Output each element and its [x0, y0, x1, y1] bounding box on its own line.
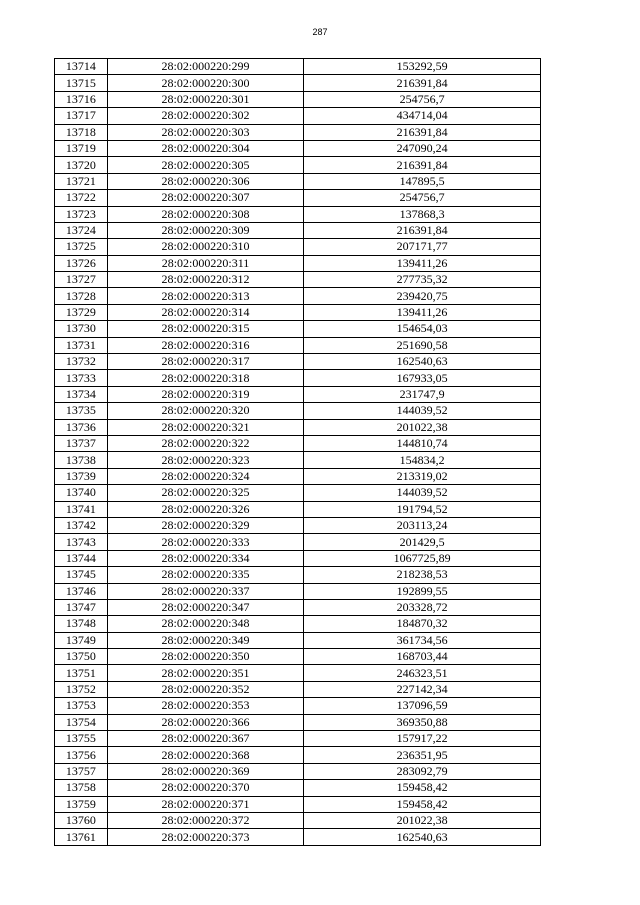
cadastral-value-cell: 247090,24	[304, 140, 541, 156]
table-row	[55, 272, 541, 288]
table-row	[55, 468, 541, 484]
row-number-cell: 13748	[55, 616, 108, 632]
table-row	[55, 501, 541, 517]
row-number-cell: 13761	[55, 829, 108, 845]
cadastral-value-cell: 184870,32	[304, 616, 541, 632]
cadastral-number-cell: 28:02:000220:308	[107, 206, 303, 222]
row-number-cell: 13745	[55, 567, 108, 583]
row-number-cell: 13753	[55, 698, 108, 714]
table-row	[55, 91, 541, 107]
cadastral-value-cell: 251690,58	[304, 337, 541, 353]
cadastral-number-cell: 28:02:000220:368	[107, 747, 303, 763]
row-number-cell: 13758	[55, 780, 108, 796]
cadastral-number-cell: 28:02:000220:324	[107, 468, 303, 484]
table-row	[55, 812, 541, 828]
table-row	[55, 354, 541, 370]
cadastral-value-cell: 144039,52	[304, 403, 541, 419]
cadastral-value-cell: 283092,79	[304, 763, 541, 779]
row-number-cell: 13756	[55, 747, 108, 763]
table-row	[55, 534, 541, 550]
table-row	[55, 583, 541, 599]
cadastral-number-cell: 28:02:000220:353	[107, 698, 303, 714]
cadastral-value-cell: 162540,63	[304, 829, 541, 845]
cadastral-value-cell: 203113,24	[304, 517, 541, 533]
cadastral-number-cell: 28:02:000220:323	[107, 452, 303, 468]
table-row	[55, 337, 541, 353]
cadastral-number-cell: 28:02:000220:307	[107, 190, 303, 206]
cadastral-value-cell: 1067725,89	[304, 550, 541, 566]
cadastral-value-cell: 207171,77	[304, 239, 541, 255]
cadastral-value-cell: 137096,59	[304, 698, 541, 714]
table-row	[55, 403, 541, 419]
cadastral-number-cell: 28:02:000220:302	[107, 108, 303, 124]
row-number-cell: 13725	[55, 239, 108, 255]
row-number-cell: 13731	[55, 337, 108, 353]
table-row	[55, 419, 541, 435]
cadastral-number-cell: 28:02:000220:309	[107, 222, 303, 238]
row-number-cell: 13729	[55, 304, 108, 320]
row-number-cell: 13723	[55, 206, 108, 222]
cadastral-value-cell: 162540,63	[304, 354, 541, 370]
table-row	[55, 190, 541, 206]
cadastral-number-cell: 28:02:000220:317	[107, 354, 303, 370]
cadastral-value-cell: 144810,74	[304, 435, 541, 451]
table-row	[55, 370, 541, 386]
cadastral-value-cell: 277735,32	[304, 272, 541, 288]
cadastral-number-cell: 28:02:000220:350	[107, 649, 303, 665]
cadastral-value-cell: 139411,26	[304, 255, 541, 271]
page-number: 287	[312, 27, 328, 37]
table-row	[55, 681, 541, 697]
cadastral-number-cell: 28:02:000220:337	[107, 583, 303, 599]
cadastral-value-cell: 153292,59	[304, 59, 541, 75]
row-number-cell: 13750	[55, 649, 108, 665]
table-row	[55, 829, 541, 845]
cadastral-number-cell: 28:02:000220:322	[107, 435, 303, 451]
cadastral-value-cell: 168703,44	[304, 649, 541, 665]
cadastral-value-cell: 218238,53	[304, 567, 541, 583]
cadastral-value-cell: 231747,9	[304, 386, 541, 402]
table-row	[55, 780, 541, 796]
cadastral-value-cell: 254756,7	[304, 190, 541, 206]
row-number-cell: 13717	[55, 108, 108, 124]
table-row	[55, 435, 541, 451]
cadastral-number-cell: 28:02:000220:300	[107, 75, 303, 91]
row-number-cell: 13732	[55, 354, 108, 370]
table-row	[55, 796, 541, 812]
table-row	[55, 288, 541, 304]
row-number-cell: 13734	[55, 386, 108, 402]
cadastral-number-cell: 28:02:000220:320	[107, 403, 303, 419]
table-row	[55, 698, 541, 714]
table-row	[55, 567, 541, 583]
row-number-cell: 13726	[55, 255, 108, 271]
cadastral-value-cell: 254756,7	[304, 91, 541, 107]
cadastral-number-cell: 28:02:000220:371	[107, 796, 303, 812]
cadastral-value-cell: 246323,51	[304, 665, 541, 681]
cadastral-value-cell: 191794,52	[304, 501, 541, 517]
cadastral-number-cell: 28:02:000220:373	[107, 829, 303, 845]
cadastral-number-cell: 28:02:000220:304	[107, 140, 303, 156]
cadastral-value-cell: 167933,05	[304, 370, 541, 386]
row-number-cell: 13715	[55, 75, 108, 91]
table-row	[55, 386, 541, 402]
table-row	[55, 665, 541, 681]
row-number-cell: 13746	[55, 583, 108, 599]
cadastral-value-cell: 137868,3	[304, 206, 541, 222]
cadastral-value-cell: 159458,42	[304, 780, 541, 796]
table-row	[55, 239, 541, 255]
table-row	[55, 59, 541, 75]
cadastral-value-cell: 361734,56	[304, 632, 541, 648]
row-number-cell: 13757	[55, 763, 108, 779]
cadastral-value-cell: 434714,04	[304, 108, 541, 124]
row-number-cell: 13728	[55, 288, 108, 304]
cadastral-value-cell: 201429,5	[304, 534, 541, 550]
cadastral-number-cell: 28:02:000220:333	[107, 534, 303, 550]
cadastral-number-cell: 28:02:000220:312	[107, 272, 303, 288]
cadastral-number-cell: 28:02:000220:311	[107, 255, 303, 271]
table-row	[55, 255, 541, 271]
cadastral-number-cell: 28:02:000220:367	[107, 731, 303, 747]
table-row	[55, 321, 541, 337]
table-row	[55, 550, 541, 566]
table-row	[55, 616, 541, 632]
cadastral-number-cell: 28:02:000220:352	[107, 681, 303, 697]
cadastral-number-cell: 28:02:000220:326	[107, 501, 303, 517]
table-row	[55, 517, 541, 533]
cadastral-value-cell: 159458,42	[304, 796, 541, 812]
row-number-cell: 13719	[55, 140, 108, 156]
row-number-cell: 13736	[55, 419, 108, 435]
row-number-cell: 13737	[55, 435, 108, 451]
row-number-cell: 13754	[55, 714, 108, 730]
cadastral-value-cell: 147895,5	[304, 173, 541, 189]
table-row	[55, 222, 541, 238]
table-row	[55, 173, 541, 189]
row-number-cell: 13742	[55, 517, 108, 533]
row-number-cell: 13744	[55, 550, 108, 566]
row-number-cell: 13714	[55, 59, 108, 75]
cadastral-value-cell: 216391,84	[304, 222, 541, 238]
table-row	[55, 157, 541, 173]
cadastral-number-cell: 28:02:000220:370	[107, 780, 303, 796]
row-number-cell: 13720	[55, 157, 108, 173]
table-row	[55, 108, 541, 124]
cadastral-number-cell: 28:02:000220:348	[107, 616, 303, 632]
cadastral-value-cell: 154654,03	[304, 321, 541, 337]
table-row	[55, 452, 541, 468]
cadastral-value-cell: 216391,84	[304, 124, 541, 140]
row-number-cell: 13747	[55, 599, 108, 615]
cadastral-value-cell: 227142,34	[304, 681, 541, 697]
row-number-cell: 13759	[55, 796, 108, 812]
cadastral-value-cell: 369350,88	[304, 714, 541, 730]
table-row	[55, 731, 541, 747]
cadastral-number-cell: 28:02:000220:313	[107, 288, 303, 304]
row-number-cell: 13730	[55, 321, 108, 337]
cadastral-value-cell: 201022,38	[304, 812, 541, 828]
cadastral-value-cell: 192899,55	[304, 583, 541, 599]
cadastral-value-cell: 201022,38	[304, 419, 541, 435]
cadastral-value-cell: 157917,22	[304, 731, 541, 747]
row-number-cell: 13751	[55, 665, 108, 681]
table-row	[55, 714, 541, 730]
row-number-cell: 13739	[55, 468, 108, 484]
table-row	[55, 140, 541, 156]
cadastral-number-cell: 28:02:000220:347	[107, 599, 303, 615]
cadastral-value-cell: 216391,84	[304, 75, 541, 91]
row-number-cell: 13740	[55, 485, 108, 501]
cadastral-number-cell: 28:02:000220:334	[107, 550, 303, 566]
cadastral-number-cell: 28:02:000220:299	[107, 59, 303, 75]
table-row	[55, 747, 541, 763]
row-number-cell: 13755	[55, 731, 108, 747]
row-number-cell: 13724	[55, 222, 108, 238]
cadastral-number-cell: 28:02:000220:315	[107, 321, 303, 337]
cadastral-number-cell: 28:02:000220:316	[107, 337, 303, 353]
row-number-cell: 13752	[55, 681, 108, 697]
cadastral-number-cell: 28:02:000220:335	[107, 567, 303, 583]
cadastral-value-cell: 236351,95	[304, 747, 541, 763]
row-number-cell: 13741	[55, 501, 108, 517]
cadastral-value-table	[54, 58, 541, 846]
cadastral-number-cell: 28:02:000220:369	[107, 763, 303, 779]
table-row	[55, 599, 541, 615]
row-number-cell: 13735	[55, 403, 108, 419]
row-number-cell: 13733	[55, 370, 108, 386]
cadastral-number-cell: 28:02:000220:366	[107, 714, 303, 730]
cadastral-number-cell: 28:02:000220:301	[107, 91, 303, 107]
cadastral-number-cell: 28:02:000220:306	[107, 173, 303, 189]
cadastral-number-cell: 28:02:000220:314	[107, 304, 303, 320]
cadastral-value-cell: 144039,52	[304, 485, 541, 501]
table-row	[55, 124, 541, 140]
cadastral-number-cell: 28:02:000220:329	[107, 517, 303, 533]
row-number-cell: 13738	[55, 452, 108, 468]
table-row	[55, 763, 541, 779]
cadastral-number-cell: 28:02:000220:325	[107, 485, 303, 501]
cadastral-number-cell: 28:02:000220:305	[107, 157, 303, 173]
row-number-cell: 13749	[55, 632, 108, 648]
cadastral-number-cell: 28:02:000220:321	[107, 419, 303, 435]
cadastral-number-cell: 28:02:000220:318	[107, 370, 303, 386]
table-row	[55, 75, 541, 91]
cadastral-number-cell: 28:02:000220:303	[107, 124, 303, 140]
cadastral-value-cell: 154834,2	[304, 452, 541, 468]
cadastral-value-cell: 139411,26	[304, 304, 541, 320]
cadastral-value-cell: 239420,75	[304, 288, 541, 304]
cadastral-number-cell: 28:02:000220:319	[107, 386, 303, 402]
row-number-cell: 13722	[55, 190, 108, 206]
cadastral-number-cell: 28:02:000220:349	[107, 632, 303, 648]
table-row	[55, 485, 541, 501]
table-row	[55, 649, 541, 665]
cadastral-number-cell: 28:02:000220:310	[107, 239, 303, 255]
table-row	[55, 206, 541, 222]
table-body	[55, 59, 541, 846]
cadastral-number-cell: 28:02:000220:372	[107, 812, 303, 828]
cadastral-value-cell: 213319,02	[304, 468, 541, 484]
row-number-cell: 13721	[55, 173, 108, 189]
table-row	[55, 304, 541, 320]
row-number-cell: 13718	[55, 124, 108, 140]
cadastral-value-cell: 203328,72	[304, 599, 541, 615]
cadastral-number-cell: 28:02:000220:351	[107, 665, 303, 681]
cadastral-value-cell: 216391,84	[304, 157, 541, 173]
row-number-cell: 13743	[55, 534, 108, 550]
table-row	[55, 632, 541, 648]
row-number-cell: 13716	[55, 91, 108, 107]
row-number-cell: 13727	[55, 272, 108, 288]
row-number-cell: 13760	[55, 812, 108, 828]
